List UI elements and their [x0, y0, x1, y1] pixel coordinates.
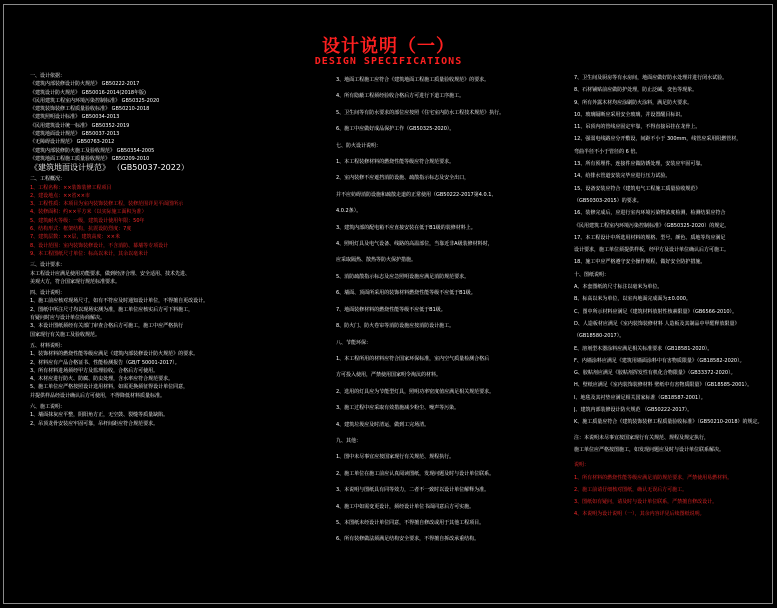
section-heading: 三、设计要求：: [30, 262, 66, 269]
text-line: J、建筑内部装修设计防火规范 （GB50222-2017）。: [574, 407, 693, 414]
text-line: 应采取隔热、散热等防火保护措施。: [336, 257, 417, 264]
overview-line: 8、设计范围：室内装饰装修设计，不含消防、幕墙等专项设计: [30, 242, 169, 249]
text-line: 10、玻璃隔断应采用安全玻璃，并设置醒目标识。: [574, 111, 686, 118]
text-line: F、内墙涂料应满足《建筑用墙面涂料中有害物质限量》（GB18582-2020）。: [574, 357, 745, 364]
code-line: 《民用建筑设计统一标准》 GB50352-2019: [30, 122, 130, 129]
text-line: 16、装修完成后，应进行室内环境污染物浓度检测，检测结果应符合: [574, 210, 726, 217]
text-line: 7、地面装修材料的燃烧性能等级不应低于B1级。: [336, 306, 446, 313]
text-line: 并提供样品经设计确认后方可使用，不得降低材料质量标准。: [30, 392, 166, 399]
text-line: 17、本工程设计中所选用材料的规格、型号、颜色、质地等均应满足: [574, 234, 726, 241]
text-line: 4、木材应进行防火、防腐、防虫处理，含水率应符合规范要求。: [30, 376, 174, 383]
text-line: 11、吊顶内的管线应固定牢靠，不得直接吊挂在龙骨上。: [574, 124, 701, 131]
text-line: 1、墙面抹灰应平整，阴阳角方正，无空鼓、裂缝等质量缺陷。: [30, 412, 169, 419]
text-line: H、壁纸应满足《室内装饰装修材料 壁纸中有害物质限量》（GB18585-2001）。: [574, 382, 753, 389]
code-line: 《建筑地面设计规范》 GB50037-2013: [30, 131, 120, 138]
text-line: 2、材料应有产品合格证书、性能检测报告（GB/T 50001-2017）。: [30, 359, 180, 366]
column-middle: [336, 72, 561, 548]
text-line: 国家现行有关施工及验收规范。: [30, 331, 101, 338]
text-line: 2、施工单位在施工前应认真阅读图纸，发现问题及时与设计单位联系。: [336, 470, 495, 477]
text-line: 1、图中未尽事宜应按国家现行有关规范、规程执行。: [336, 454, 455, 461]
text-line: 8、石材铺贴前应做防护处理，防止泛碱、变色等现象。: [574, 87, 698, 94]
section-heading: 六、施工说明：: [30, 403, 66, 410]
text-line: 1、本工程所用的材料应符合国家环保标准，室内空气质量检测合格后: [336, 355, 490, 362]
text-line: 1、装饰材料的燃烧性能等级应满足《建筑内部装修设计防火规范》的要求。: [30, 351, 199, 358]
text-line: 4、照明灯具及电气设备、线路的高温部位，当靠近非A级装修材料时，: [336, 241, 493, 248]
text-line: 9、所有外露木材均应涂刷防火涂料，满足防火要求。: [574, 99, 693, 106]
text-line: 3、地面工程施工应符合《建筑地面工程施工质量验收规范》的要求。: [336, 77, 490, 83]
code-line: 《建筑设计防火规范》 GB50016-2014(2018年版): [30, 89, 146, 96]
text-line: 本工程设计应满足使用功能要求，做到经济合理、安全适用、技术先进、: [30, 270, 191, 277]
text-line: （GB50303-2015）的要求。: [574, 197, 642, 204]
code-line: 《民用建筑工程室内环境污染控制标准》 GB50325-2020: [30, 97, 160, 104]
overview-line: 9、本工程图纸尺寸单位：标高以米计，其余以毫米计: [30, 250, 149, 257]
code-line: 《建筑内部装修设计防火规范》 GB50222-2017: [30, 81, 140, 88]
text-line: 13、所有预埋件、连接件应做防锈处理，安装应牢固可靠。: [574, 161, 706, 168]
code-line: 《建筑装饰装修工程质量验收标准》 GB50210-2018: [30, 106, 150, 113]
text-line: G、胶粘剂应满足《胶粘剂挥发性有机化合物限量》（GB33372-2020）。: [574, 370, 736, 377]
text-line: 方可投入使用，严禁使用国家明令淘汰的材料。: [336, 372, 442, 379]
overview-line: 2、建设地点：××省××市: [30, 192, 90, 199]
text-line: 3、本说明与图纸具有同等效力，二者不一致时以设计单位解释为准。: [336, 487, 490, 494]
text-line: 7、卫生间及厨房等有水房间，地面应做好防水处理并进行闭水试验。: [574, 75, 728, 81]
text-line: 3、施工过程中应采取有效措施减少粉尘、噪声等污染。: [336, 405, 460, 412]
note-line: 施工单位应严格按图施工，如发现问题应及时与设计单位联系解决。: [574, 446, 725, 453]
section-heading: 二、工程概况：: [30, 176, 66, 183]
text-line: 2、选用的灯具应为节能型灯具，照明功率密度值应满足相关规范要求。: [336, 388, 495, 395]
text-line: 4、建筑垃圾应及时清运，做到工完场清。: [336, 421, 430, 428]
text-line: 5、本图纸未经设计单位同意，不得擅自修改或用于其他工程项目。: [336, 519, 485, 526]
text-line: 1、本工程装修材料的燃烧性能等级应符合规范要求。: [336, 159, 455, 166]
section-heading: 十、图纸说明：: [574, 271, 610, 278]
text-line: （GB18580-2017）。: [574, 333, 625, 340]
section-heading: 五、材料说明：: [30, 342, 66, 349]
warning-line: 3、图纸如有疑问，请及时与设计单位联系，严禁擅自修改设计。: [574, 499, 718, 506]
text-line: D、人造板材应满足《室内装饰装修材料 人造板及其制品中甲醛释放限量》: [574, 320, 740, 327]
text-line: 美观大方，符合国家现行规范标准要求。: [30, 278, 121, 285]
code-line: 《建筑照明设计标准》 GB50034-2013: [30, 114, 120, 121]
text-line: 4、所有隐蔽工程须经验收合格后方可进行下道工序施工。: [336, 93, 465, 100]
text-line: 6、所有装修做法须满足结构安全要求，不得擅自拆改承重结构。: [336, 536, 480, 543]
code-line-large: 《建筑地面设计规范》 （GB50037-2022）: [30, 163, 189, 173]
overview-line: 6、结构形式：框架结构，抗震设防烈度：7度: [30, 226, 132, 233]
text-line: 1、施工前应核对现场尺寸，如有不符应及时通知设计单位，不得擅自更改设计。: [30, 298, 209, 305]
overview-line: 3、工程性质：本项目为室内装饰装修工程，装修范围详见平面图所示: [30, 201, 184, 208]
section-heading: 七、防火设计说明：: [336, 142, 382, 149]
text-line: 并不应妨碍消防设施和疏散走道的正常使用（GB50222-2017第4.0.1、: [336, 191, 497, 198]
text-line: 14、给排水管道安装完毕应进行压力试验。: [574, 173, 671, 180]
text-line: 6、施工中应做好成品保护工作（GB50325-2020）。: [336, 126, 455, 133]
text-line: 15、设备安装应符合《建筑电气工程施工质量验收规范》: [574, 185, 701, 192]
column-left: [30, 72, 320, 428]
text-line: 2、图纸中所注尺寸均以现场实测为准，施工单位应核实后方可下料施工，: [30, 306, 194, 313]
overview-line: 1、工程名称：××装饰装修工程项目: [30, 184, 112, 191]
text-line: 2、吊顶龙骨安装应牢固可靠，吊杆间距应符合规范要求。: [30, 420, 159, 427]
sheet-subtitle: DESIGN SPECIFICATIONS: [314, 56, 463, 67]
code-line: 《建筑内部装修防火施工及验收规范》 GB50354-2005: [30, 147, 155, 154]
text-line: 5、施工单位应严格按照设计选用材料，如需更换须征得设计单位同意，: [30, 384, 189, 391]
section-heading: 四、设计说明：: [30, 290, 66, 297]
text-line: 3、所有材料进场须经甲方及监理验收，合格后方可使用。: [30, 367, 159, 374]
text-line: 8、防火门、防火卷帘等消防设施应按消防设计施工。: [336, 323, 455, 330]
text-line: 6、墙面、顶面所采用的装饰材料燃烧性能等级不应低于B1级。: [336, 290, 476, 297]
text-line: 3、建筑内部的配电箱不应直接安装在低于B1级的装修材料上。: [336, 224, 476, 231]
warning-line: 4、本说明为设计说明（一），其余内容详见后续图纸说明。: [574, 511, 705, 518]
text-line: 4、施工中如需变更设计，须经设计单位书面同意后方可实施。: [336, 503, 475, 510]
code-line: 《无障碍设计规范》 GB50763-2012: [30, 139, 115, 146]
text-line: 5、卫生间等有防水要求的部位应按照《住宅室内防水工程技术规范》执行。: [336, 109, 505, 116]
text-line: 设计要求，施工单位须提供样板，经甲方及设计单位确认后方可施工。: [574, 247, 730, 254]
text-line: 18、施工中应严格遵守安全操作规程，做好安全防护措施。: [574, 259, 706, 266]
text-line: 有疑问时应与设计单位协商解决。: [30, 315, 106, 322]
section-heading: 九、其他：: [336, 437, 362, 444]
warning-line: 1、所有材料的燃烧性能等级应满足消防规范要求，严禁使用易燃材料。: [574, 474, 733, 481]
text-line: I、地毯及其衬垫应满足相关国家标准（GB18587-2001）。: [574, 394, 706, 401]
section-heading: 一、设计依据：: [30, 73, 66, 79]
text-line: 5、消防疏散指示标志及应急照明设施应满足消防规范要求。: [336, 273, 470, 280]
text-line: 《民用建筑工程室内环境污染控制标准》（GB50325-2020）的规定。: [574, 222, 730, 229]
sheet-title: 设计说明（一）: [322, 36, 455, 57]
text-line: B、标高以米为单位，以室内地面完成面为±0.000。: [574, 296, 691, 303]
text-line: C、图中所示材料应满足《建筑材料放射性核素限量》（GB6566-2010）。: [574, 308, 738, 315]
warning-heading: 说明：: [574, 462, 590, 469]
note-line: 注：本说明未尽事宜按国家现行有关规范、规程及规定执行，: [574, 434, 710, 441]
text-line: K、施工质量应符合《建筑装饰装修工程质量验收标准》（GB50210-2018）的规定。: [574, 419, 763, 426]
warning-line: 2、施工前请仔细核对图纸，确认无误后方可施工。: [574, 486, 688, 493]
text-line: 3、本设计图纸须经有关部门审查合格后方可施工，施工中应严格执行: [30, 323, 184, 330]
section-heading: 八、节能环保：: [336, 339, 372, 346]
text-line: 12、强弱电线路应分开敷设，间距不小于 300mm，线管应采用阻燃管材，: [574, 136, 742, 143]
text-line: 4.0.2条）。: [336, 208, 362, 215]
text-line: A、本套图纸的尺寸标注以毫米为单位。: [574, 284, 663, 291]
text-line: 2、室内装修不应遮挡消防设施、疏散指示标志及安全出口，: [336, 175, 470, 182]
column-right: [574, 72, 769, 521]
overview-line: 5、建筑耐火等级：一级，建筑设计使用年限：50年: [30, 217, 145, 224]
overview-line: 4、装修面积：约××平方米（以实际施工面积为准）: [30, 209, 147, 216]
overview-line: 7、建筑层数：××层，建筑高度：××米: [30, 234, 120, 241]
code-line: 《建筑地面工程施工质量验收规范》 GB50209-2010: [30, 155, 150, 162]
text-line: 弯曲半径不小于管径的 6 倍。: [574, 148, 641, 155]
text-line: E、溶剂型木器涂料应满足相关标准要求（GB18581-2020）。: [574, 345, 713, 352]
